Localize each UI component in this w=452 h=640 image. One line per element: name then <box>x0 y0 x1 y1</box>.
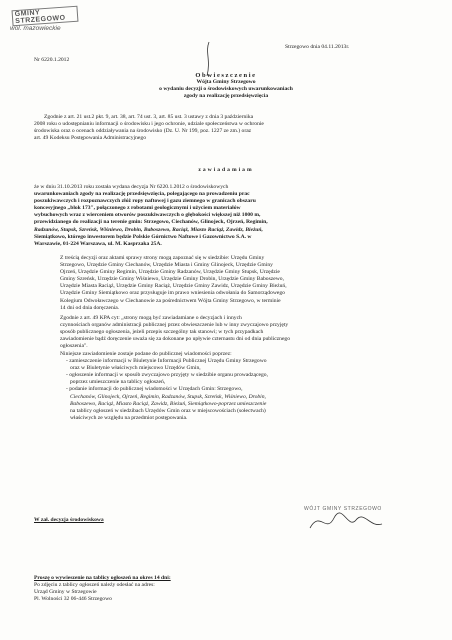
main-line: wybuchowych wraz z wierceniem otworów poszukiwawczych o głębokości większej niż 1000 m, <box>34 212 261 219</box>
list-item: - ogłoszenie informacji w sposób zwyczajowo przyjęty w siedzibie organu prowadzącego, <box>66 372 268 379</box>
signature-block <box>290 500 410 540</box>
signature-stamp: WÓJT GMINY STRZEGOWO <box>304 506 382 512</box>
legal-line: art. 49 Kodeksu Postępowania Administracyjnego <box>34 135 147 142</box>
footer-line: Pl. Wolności 32 06-446 Strzegowo <box>34 596 112 603</box>
kpa-line: czynnościach organów administracji publicznej przez obwieszczenie lub w inny zwyczajowo przyjęty <box>60 322 289 329</box>
header-title: Obwieszczenie <box>195 72 257 79</box>
stamp-line2: wol. mazowieckie <box>10 25 61 32</box>
header-line2: Wójta Gminy Strzegowo <box>196 79 256 86</box>
list-item: - zamieszczenie informacji w Biuletynie Informacji Publicznej Urzędu Gminy Strzegowo <box>66 358 267 365</box>
document-number: Nr 6220.1.2012 <box>34 57 70 63</box>
access-line: Strzegowo, Urzędzie Gminy Ciechanów, Urzędzie Miasta i Gminy Glinojeck, Urzędzie Gminy <box>60 262 273 269</box>
access-line: Ojrzeń, Urzędzie Gminy Regimin, Urzędzie Gminy Radzanów, Urzędzie Gminy Stupsk, Urzędzie <box>60 269 280 276</box>
publication-intro: Niniejsze zawiadomienie zostaje podane do publicznej wiadomości poprzez: <box>60 351 232 357</box>
access-line: Z treścią decyzji oraz aktami sprawy strony mogą zapoznać się w siedzibie: Urzędu Gminy <box>60 255 265 261</box>
access-line: Urzędzie Gminy Siemiątkowo oraz przysługuje im prawo wniesienia odwołania do Samorządowego <box>60 290 285 297</box>
legal-line: 2008 roku o udostępnianiu informacji o środowisku i jego ochronie, udziale społeczeństwa w ochronie <box>34 121 264 128</box>
main-line: Radzanów, Stupsk, Szreńsk, Wiśniewo, Drobin, Baboszewo, Raciąż, Miasto Raciąż, Zawidz, Bieżuń, <box>34 226 263 233</box>
list-item-cont: oraz w Biuletynie właściwych miejscowo Urzędów Gmin, <box>70 365 201 372</box>
main-line: że w dniu 31.10.2013 roku została wydana decyzja Nr 6220.1.2012 o środowiskowych <box>34 184 229 190</box>
place-date: Strzegowo dnia 04.11.2013r. <box>285 44 350 50</box>
list-item-cont: poprzez umieszczenie na tablicy ogłoszeń, <box>70 379 166 386</box>
access-line: 14 dni od dnia doręczenia. <box>60 304 120 311</box>
publication-section <box>60 351 445 422</box>
kpa-line: zawiadomienie bądź doręczenie uważa się za dokonane po upływie czternastu dni od dnia publicznego <box>60 336 291 343</box>
main-line: poszukiwawczych i rozpoznawczych złóż ropy naftowej i gazu ziemnego w granicach obszaru <box>34 198 256 205</box>
access-paragraph <box>60 255 440 312</box>
header-line3: o wydaniu decyzji o środowiskowych uwarunkowaniach <box>159 86 293 93</box>
office-stamp <box>6 6 78 36</box>
list-item-cont: na tablicy ogłoszeń w siedzibach Urzędów Gmin oraz w miejscowościach (sołectwach) <box>70 407 266 414</box>
main-line: przewidzianego do realizacji na terenie gmin: Strzegowo, Ciechanów, Glinojeck, Ojrzeń, Regimin, <box>34 219 268 226</box>
header-line4: zgody na realizację przedsięwzięcia <box>183 93 269 100</box>
main-line: koncesyjnego „blok 173", połączonego z robotami geologicznymi i użyciem materiałów <box>34 205 241 212</box>
main-line: Warszawie, 01-224 Warszawa, ul. M. Kasprzaka 25A. <box>34 240 162 247</box>
list-item-cont: Ciechanów, Glinojeck, Ojrzeń, Regimin, Radzanów, Stupsk, Szreńsk, Wiśniewo, Drobin, <box>70 393 266 400</box>
kpa-line: sposób publicznego ogłoszenia, jeżeli przepis szczególny tak stanowi; w tych przypadkach <box>60 329 264 336</box>
main-line: uwarunkowaniach zgody na realizację przedsięwzięcia, polegającego na prowadzeniu prac <box>34 191 250 198</box>
legal-line: środowiska oraz o ocenach oddziaływania na środowisko (Dz. U. Nr 199, poz. 1227 ze zm.) oraz <box>34 128 252 135</box>
announce-heading: zawiadamiam <box>198 167 254 173</box>
kpa-line: Zgodnie z art. 49 KPA cyt: „strony mogą być zawiadamiane o decyzjach i innych <box>60 315 242 321</box>
legal-basis <box>34 114 434 142</box>
footer-line: Po zdjęciu z tablicy ogłoszeń należy odesłać na adres: <box>34 582 155 589</box>
main-line: Siemiątkowo, którego inwestorem będzie Polskie Górnictwo Naftowe i Gazownictwo S.A. w <box>34 233 252 240</box>
stamp-line1: GMINY STRZEGOWO <box>12 6 79 27</box>
list-item-cont: właściwych ze względu na przedmiot postępowania. <box>70 414 188 421</box>
footer-line: Urząd Gminy w Strzegowie <box>34 589 97 596</box>
list-item: - podanie informacji do publicznej wiadomości w Urzędach Gmin: Strzegowo, <box>66 386 243 393</box>
footer <box>34 575 334 603</box>
main-paragraph <box>34 184 444 248</box>
header <box>0 72 452 100</box>
access-line: Urzędzie Miasta Raciąż, Urzędzie Gminy Raciąż, Urzędzie Gminy Zawidz, Urzędzie Gminy Bieżuń, <box>60 283 287 290</box>
kpa-paragraph <box>60 315 445 350</box>
legal-line: Zgodnie z art. 21 ust.2 pkt. 9, art. 38, art. 74 ust. 3, art. 85 ust. 3 ustawy z dnia 3 października <box>44 114 254 120</box>
footer-title: Proszę o wywieszenie na tablicy ogłoszeń na okres 14 dni: <box>34 575 171 581</box>
kpa-line: ogłoszenia". <box>60 343 88 350</box>
attachment-note: W zał. decyzja środowiskowa <box>34 517 104 523</box>
list-item-cont: Baboszewo, Raciąż, Miasto Raciąż, Zawidz, Bieżuń, Siemiątkowo-poprzez umieszczenie <box>70 400 267 407</box>
access-line: Gminy Szreńsk, Urzędzie Gminy Wiśniewo, Urzędzie Gminy Drobin, Urzędzie Gminy Baboszewo, <box>60 276 284 283</box>
access-line: Kolegium Odwoławczego w Ciechanowie za pośrednictwem Wójta Gminy Strzegowo, w terminie <box>60 297 281 304</box>
